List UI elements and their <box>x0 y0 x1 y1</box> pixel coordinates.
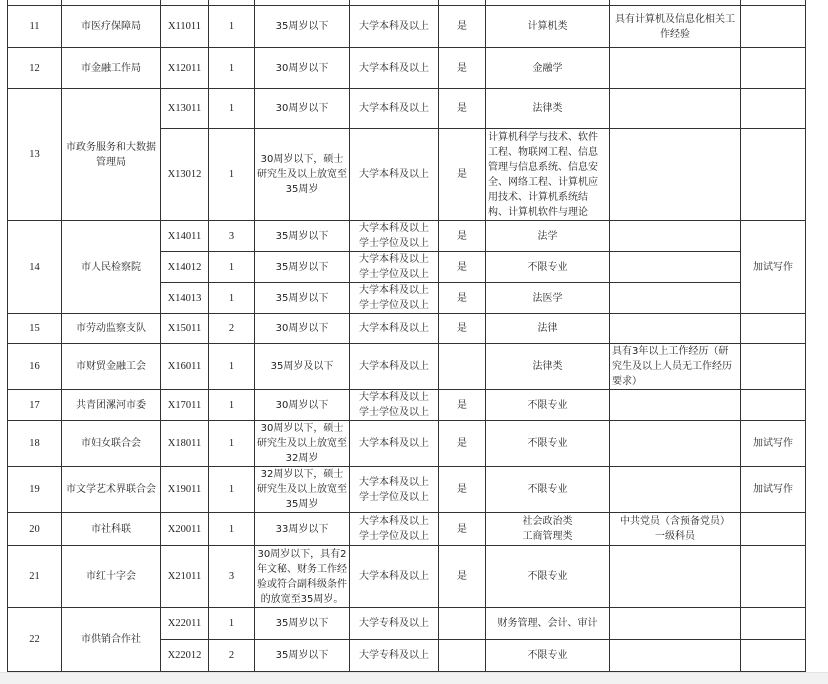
remark: 加试写作 <box>741 467 806 513</box>
degree-required: 是 <box>439 467 486 513</box>
major-requirement: 不限专业 <box>486 421 610 467</box>
major-requirement: 法律类 <box>486 344 610 390</box>
other-requirement: 具有计算机及信息化相关工作经验 <box>610 6 741 48</box>
hiring-count: 1 <box>209 6 255 48</box>
position-code: X13011 <box>161 89 209 129</box>
remark <box>741 6 806 48</box>
row-number: 14 <box>8 221 62 314</box>
major-requirement: 不限专业 <box>486 640 610 672</box>
age-requirement: 35周岁以下 <box>255 252 350 283</box>
degree-required: 是 <box>439 6 486 48</box>
degree-required <box>439 640 486 672</box>
position-code: X11011 <box>161 6 209 48</box>
education-requirement: 大学本科及以上 <box>350 344 439 390</box>
unit-name: 市文学艺术界联合会 <box>62 467 161 513</box>
age-requirement: 35周岁以下 <box>255 608 350 640</box>
degree-required: 是 <box>439 48 486 89</box>
remark: 加试写作 <box>741 421 806 467</box>
other-requirement <box>610 252 741 283</box>
age-requirement: 35周岁以下 <box>255 640 350 672</box>
hiring-count: 2 <box>209 314 255 344</box>
unit-name: 市妇女联合会 <box>62 421 161 467</box>
position-code: X20011 <box>161 513 209 546</box>
major-requirement: 法律 <box>486 314 610 344</box>
table-row <box>8 6 806 48</box>
education-requirement: 大学本科及以上 学士学位及以上 <box>350 252 439 283</box>
unit-name: 市金融工作局 <box>62 48 161 89</box>
row-number: 11 <box>8 6 62 48</box>
row-number: 21 <box>8 546 62 608</box>
other-requirement <box>610 314 741 344</box>
education-requirement: 大学本科及以上 学士学位及以上 <box>350 390 439 421</box>
other-requirement: 具有3年以上工作经历（研究生及以上人员无工作经历要求） <box>610 344 741 390</box>
positions-table <box>7 0 806 672</box>
age-requirement: 30周岁以下，硕士研究生及以上放宽至32周岁 <box>255 421 350 467</box>
position-code: X13012 <box>161 129 209 221</box>
other-requirement <box>610 421 741 467</box>
degree-required: 是 <box>439 89 486 129</box>
other-requirement: 中共党员（含预备党员） 一级科员 <box>610 513 741 546</box>
position-code: X14013 <box>161 283 209 314</box>
major-requirement: 金融学 <box>486 48 610 89</box>
other-requirement <box>610 283 741 314</box>
position-code: X14011 <box>161 221 209 252</box>
row-number: 18 <box>8 421 62 467</box>
education-requirement: 大学本科及以上 学士学位及以上 <box>350 221 439 252</box>
table-row <box>8 546 806 608</box>
unit-name: 市财贸金融工会 <box>62 344 161 390</box>
degree-required: 是 <box>439 314 486 344</box>
unit-name: 市劳动监察支队 <box>62 314 161 344</box>
row-number: 16 <box>8 344 62 390</box>
major-requirement: 法医学 <box>486 283 610 314</box>
hiring-count: 1 <box>209 89 255 129</box>
unit-name: 市红十字会 <box>62 546 161 608</box>
hiring-count: 1 <box>209 283 255 314</box>
row-number: 17 <box>8 390 62 421</box>
table-row <box>8 221 806 252</box>
hiring-count: 1 <box>209 252 255 283</box>
row-number: 22 <box>8 608 62 672</box>
remark <box>741 314 806 344</box>
age-requirement: 30周岁以下，具有2年文秘、财务工作经验或符合副科级条件的放宽至35周岁。 <box>255 546 350 608</box>
education-requirement: 大学本科及以上 <box>350 6 439 48</box>
major-requirement: 法学 <box>486 221 610 252</box>
table-row <box>8 608 806 640</box>
major-requirement: 法律类 <box>486 89 610 129</box>
remark <box>741 608 806 640</box>
age-requirement: 30周岁以下 <box>255 89 350 129</box>
table-row <box>8 467 806 513</box>
age-requirement: 30周岁以下 <box>255 314 350 344</box>
degree-required: 是 <box>439 252 486 283</box>
other-requirement <box>610 221 741 252</box>
education-requirement: 大学本科及以上 学士学位及以上 <box>350 513 439 546</box>
age-requirement: 33周岁以下 <box>255 513 350 546</box>
education-requirement: 大学本科及以上 <box>350 129 439 221</box>
major-requirement: 不限专业 <box>486 546 610 608</box>
education-requirement: 大学本科及以上 <box>350 421 439 467</box>
unit-name: 市医疗保障局 <box>62 6 161 48</box>
education-requirement: 大学本科及以上 <box>350 314 439 344</box>
row-number: 19 <box>8 467 62 513</box>
remark <box>741 129 806 221</box>
table-row <box>8 421 806 467</box>
table-row <box>8 89 806 129</box>
position-code: X22011 <box>161 608 209 640</box>
hiring-count: 1 <box>209 467 255 513</box>
remark <box>741 640 806 672</box>
hiring-count: 1 <box>209 48 255 89</box>
hiring-count: 1 <box>209 421 255 467</box>
position-code: X21011 <box>161 546 209 608</box>
remark <box>741 89 806 129</box>
table-row <box>8 314 806 344</box>
hiring-count: 3 <box>209 546 255 608</box>
major-requirement: 计算机类 <box>486 6 610 48</box>
position-code: X16011 <box>161 344 209 390</box>
age-requirement: 35周岁以下 <box>255 221 350 252</box>
education-requirement: 大学本科及以上 <box>350 546 439 608</box>
education-requirement: 大学本科及以上 学士学位及以上 <box>350 283 439 314</box>
position-code: X19011 <box>161 467 209 513</box>
position-code: X12011 <box>161 48 209 89</box>
major-requirement: 财务管理、会计、审计 <box>486 608 610 640</box>
major-requirement: 不限专业 <box>486 467 610 513</box>
degree-required: 是 <box>439 390 486 421</box>
other-requirement <box>610 608 741 640</box>
major-requirement: 计算机科学与技术、软件工程、物联网工程、信息管理与信息系统、信息安全、网络工程、计算机应用技术、计算机系统结构、计算机软件与理论 <box>486 129 610 221</box>
remark <box>741 390 806 421</box>
table-row <box>8 344 806 390</box>
education-requirement: 大学专科及以上 <box>350 608 439 640</box>
education-requirement: 大学专科及以上 <box>350 640 439 672</box>
major-requirement: 不限专业 <box>486 390 610 421</box>
age-requirement: 35周岁以下 <box>255 6 350 48</box>
age-requirement: 35周岁以下 <box>255 283 350 314</box>
position-code: X18011 <box>161 421 209 467</box>
other-requirement <box>610 89 741 129</box>
position-code: X14012 <box>161 252 209 283</box>
remark: 加试写作 <box>741 221 806 314</box>
unit-name: 市人民检察院 <box>62 221 161 314</box>
degree-required: 是 <box>439 221 486 252</box>
hiring-count: 1 <box>209 390 255 421</box>
other-requirement <box>610 546 741 608</box>
education-requirement: 大学本科及以上 学士学位及以上 <box>350 467 439 513</box>
other-requirement <box>610 129 741 221</box>
degree-required: 是 <box>439 283 486 314</box>
degree-required: 是 <box>439 546 486 608</box>
position-code: X15011 <box>161 314 209 344</box>
remark <box>741 513 806 546</box>
hiring-count: 2 <box>209 640 255 672</box>
education-requirement: 大学本科及以上 <box>350 89 439 129</box>
table-row <box>8 48 806 89</box>
row-number: 20 <box>8 513 62 546</box>
remark <box>741 344 806 390</box>
education-requirement: 大学本科及以上 <box>350 48 439 89</box>
remark <box>741 48 806 89</box>
age-requirement: 35周岁及以下 <box>255 344 350 390</box>
row-number: 12 <box>8 48 62 89</box>
age-requirement: 30周岁以下，硕士研究生及以上放宽至35周岁 <box>255 129 350 221</box>
age-requirement: 30周岁以下 <box>255 390 350 421</box>
unit-name: 共青团漯河市委 <box>62 390 161 421</box>
other-requirement <box>610 467 741 513</box>
degree-required <box>439 344 486 390</box>
other-requirement <box>610 390 741 421</box>
hiring-count: 1 <box>209 513 255 546</box>
table-row <box>8 390 806 421</box>
row-number: 15 <box>8 314 62 344</box>
age-requirement: 32周岁以下，硕士研究生及以上放宽至35周岁 <box>255 467 350 513</box>
degree-required: 是 <box>439 129 486 221</box>
degree-required <box>439 608 486 640</box>
table-row <box>8 513 806 546</box>
hiring-count: 1 <box>209 344 255 390</box>
hiring-count: 3 <box>209 221 255 252</box>
unit-name: 市供销合作社 <box>62 608 161 672</box>
hiring-count: 1 <box>209 129 255 221</box>
degree-required: 是 <box>439 421 486 467</box>
row-number: 13 <box>8 89 62 221</box>
other-requirement <box>610 640 741 672</box>
unit-name: 市社科联 <box>62 513 161 546</box>
other-requirement <box>610 48 741 89</box>
degree-required: 是 <box>439 513 486 546</box>
unit-name: 市政务服务和大数据管理局 <box>62 89 161 221</box>
hiring-count: 1 <box>209 608 255 640</box>
major-requirement: 社会政治类 工商管理类 <box>486 513 610 546</box>
position-code: X17011 <box>161 390 209 421</box>
position-code: X22012 <box>161 640 209 672</box>
major-requirement: 不限专业 <box>486 252 610 283</box>
remark <box>741 546 806 608</box>
page-footer-bar <box>0 672 828 684</box>
age-requirement: 30周岁以下 <box>255 48 350 89</box>
